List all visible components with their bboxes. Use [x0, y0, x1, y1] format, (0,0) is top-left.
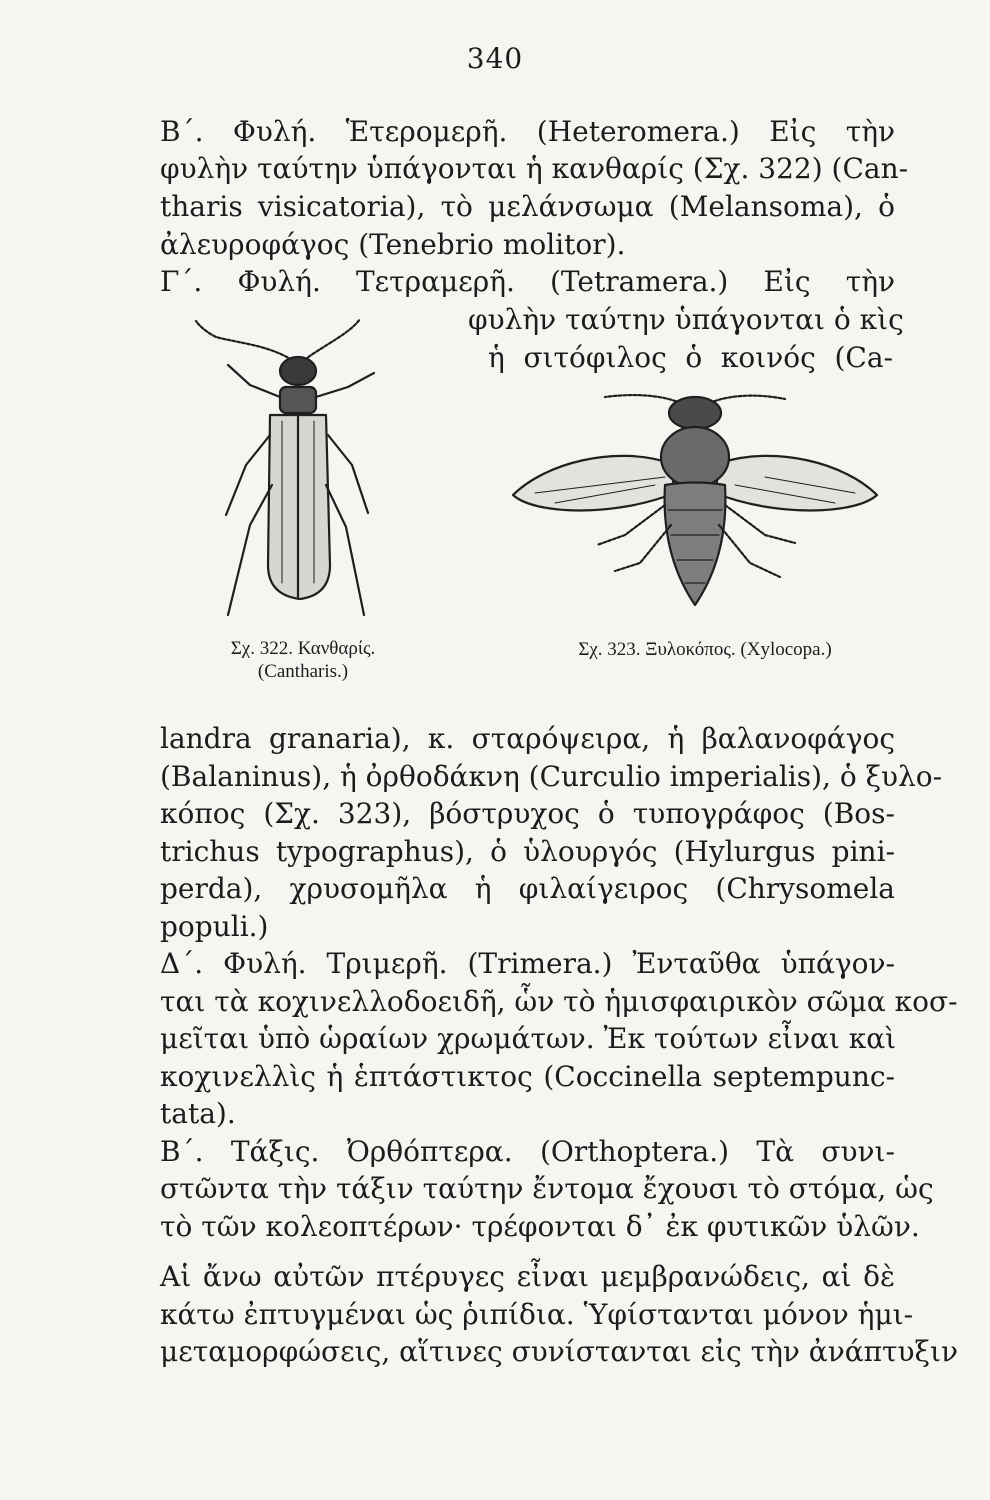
text-line: Αἱ ἄνω αὐτῶν πτέρυγες εἶναι μεμβρανώδεις, αἱ δὲ	[160, 1260, 895, 1293]
page-number: 340	[466, 42, 524, 75]
xylocopa-bee-illustration	[505, 385, 885, 610]
text-line: μεταμορφώσεις, αἵτινες συνίστανται εἰς τὴν ἀνάπτυξιν	[160, 1335, 958, 1368]
text-line: φυλὴν ταύτην ὑπάγονται ἡ κανθαρίς (Σχ. 322) (Can-	[160, 152, 909, 185]
text-line: φυλὴν ταύτην ὑπάγονται ὁ κὶς	[468, 303, 904, 336]
text-line: κάτω ἐπτυγμέναι ὡς ῥιπίδια. Ὑφίστανται μόνον ἡμι-	[160, 1298, 914, 1331]
text-line: ἡ σιτόφιλος ὁ κοινός (Ca-	[488, 341, 893, 374]
text-line: Γ΄. Φυλή. Τετραμερῆ. (Tetramera.) Εἰς τὴν	[160, 265, 895, 298]
text-line: trichus typographus), ὁ ὑλουργός (Hylurgus pini-	[160, 835, 895, 868]
text-line: tharis visicatoria), τὸ μελάνσωμα (Melansoma), ὁ	[160, 190, 895, 223]
text-line: (Balaninus), ἡ ὀρθοδάκνη (Curculio imperialis), ὁ ξυλο-	[160, 760, 943, 793]
text-line: populi.)	[160, 910, 269, 943]
figure-323-caption: Σχ. 323. Ξυλοκόπος. (Xylocopa.)	[578, 639, 832, 660]
text-line: στῶντα τὴν τάξιν ταύτην ἔντομα ἔχουσι τὸ στόμα, ὡς	[160, 1172, 934, 1205]
figure-322-caption: Σχ. 322. Κανθαρίς.	[230, 638, 376, 659]
text-line: Δ΄. Φυλή. Τριμερῆ. (Trimera.) Ἐνταῦθα ὑπάγον-	[160, 947, 895, 980]
text-line: ται τὰ κοχινελλοδοειδῆ, ὧν τὸ ἡμισφαιρικὸν σῶμα κοσ-	[160, 985, 958, 1018]
text-line: κοχινελλὶς ἡ ἑπτάστικτος (Coccinella septempunc-	[160, 1060, 895, 1093]
text-line: τὸ τῶν κολεοπτέρων· τρέφονται δ᾽ ἐκ φυτικῶν ὑλῶν.	[160, 1210, 920, 1243]
text-line: Β΄. Φυλή. Ἑτερομερῆ. (Heteromera.) Εἰς τὴν	[160, 115, 895, 148]
figure-322-caption-latin: (Cantharis.)	[257, 661, 349, 682]
text-line: ἀλευροφάγος (Tenebrio molitor).	[160, 228, 626, 261]
text-line: landra granaria), κ. σταρόψειρα, ἡ βαλανοφάγος	[160, 722, 895, 755]
cantharis-beetle-illustration	[188, 315, 408, 630]
text-line: κόπος (Σχ. 323), βόστρυχος ὁ τυπογράφος (Bos-	[160, 797, 895, 830]
text-line: Β΄. Τάξις. Ὀρθόπτερα. (Orthoptera.) Τὰ συνι-	[160, 1135, 895, 1168]
text-line: perda), χρυσομῆλα ἡ φιλαίγειρος (Chrysomela	[160, 872, 895, 905]
text-line: tata).	[160, 1097, 236, 1130]
text-line: μεῖται ὑπὸ ὡραίων χρωμάτων. Ἐκ τούτων εἶναι καὶ	[160, 1022, 897, 1055]
